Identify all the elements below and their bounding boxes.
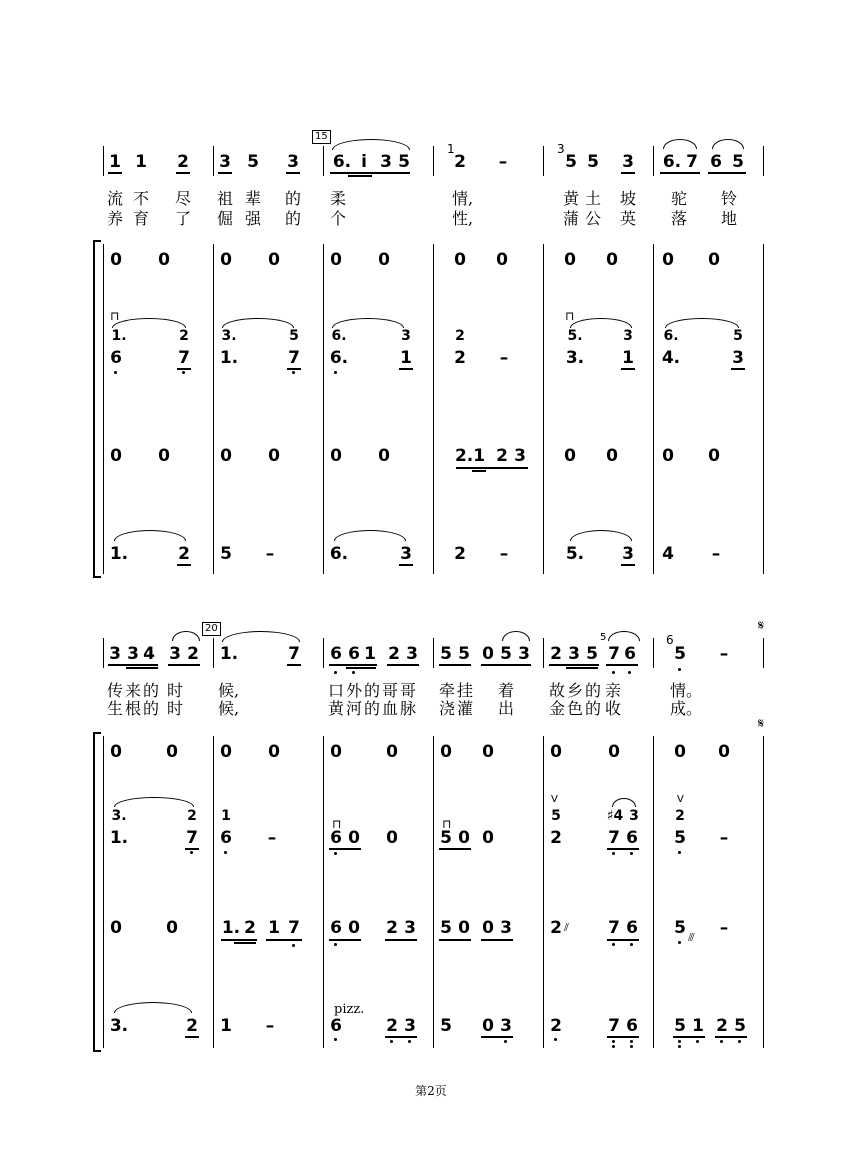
part2-upper-note: 3 <box>623 328 633 344</box>
part4-note: 3. <box>109 1016 129 1036</box>
part4-note: 2 <box>178 544 190 564</box>
part3-note: 2.1 <box>454 446 486 466</box>
staff-bracket <box>93 240 101 578</box>
lyric: 乡 <box>566 681 583 700</box>
melody-note: 3 <box>518 644 530 664</box>
lyric: 候, <box>218 681 240 700</box>
part1-note: 0 <box>220 742 232 762</box>
lyric: 流 <box>106 189 123 208</box>
part3-note: 0 <box>268 446 280 466</box>
part3-note: 0 <box>330 446 342 466</box>
part3-note: 2 <box>496 446 508 466</box>
part2-upper-note: 1 <box>221 808 231 824</box>
melody-note: 5 <box>732 152 744 172</box>
lyric: 育 <box>132 209 149 228</box>
lyric: 故 <box>548 681 565 700</box>
part2-note: 7 <box>608 828 620 848</box>
part2-note: 6 <box>330 828 342 848</box>
melody-note: 6 <box>710 152 722 172</box>
lyric: 黄 <box>327 699 344 718</box>
part4-note: 3 <box>400 544 412 564</box>
part4-note: 5. <box>565 544 585 564</box>
lyric: 的 <box>584 699 601 718</box>
part4-note: 7 <box>608 1016 620 1036</box>
melody-note: 5 <box>458 644 470 664</box>
lyric: 土 <box>584 189 601 208</box>
lyric: 蒲 <box>562 209 579 228</box>
part3-note: 0 <box>220 446 232 466</box>
part4-note: 2 <box>454 544 466 564</box>
melody-note: 3 <box>406 644 418 664</box>
part4-note: 3 <box>500 1016 512 1036</box>
part2-upper-note: 3 <box>629 808 639 824</box>
part3-note: 0 <box>110 918 122 938</box>
lyric: 的 <box>584 681 601 700</box>
lyric: 的 <box>142 699 159 718</box>
lyric: 口 <box>327 681 344 700</box>
melody-note: 7 <box>686 152 698 172</box>
staff-bracket <box>93 732 101 1052</box>
lyric: 地 <box>720 209 737 228</box>
part4-note: 5 <box>440 1016 452 1036</box>
lyric: 情。 <box>670 681 703 700</box>
lyric: 英 <box>619 209 636 228</box>
lyric: 根 <box>124 699 141 718</box>
part4-note: 2 <box>716 1016 728 1036</box>
part1-note: 0 <box>564 250 576 270</box>
part3-note: 2 <box>244 918 256 938</box>
part2-note: 0 <box>386 828 398 848</box>
lyric: 落 <box>670 209 687 228</box>
part3-note: 3 <box>500 918 512 938</box>
part2-upper-note: 6. <box>331 328 347 344</box>
lyric: 色 <box>566 699 583 718</box>
part2-upper-note: 5 <box>289 328 299 344</box>
part2-note: 1 <box>622 348 634 368</box>
lyric: 亲 <box>604 681 621 700</box>
part1-note: 0 <box>440 742 452 762</box>
part4-note: – <box>265 544 275 564</box>
part1-note: 0 <box>158 250 170 270</box>
part2-upper-note: 2 <box>675 808 685 824</box>
melody-note: 6 <box>330 644 342 664</box>
lyric: 着 <box>497 681 514 700</box>
melody-note: 2 <box>550 644 562 664</box>
melody-note: 5 <box>440 644 452 664</box>
lyric: 成。 <box>670 699 703 718</box>
lyric: 牵 <box>438 681 455 700</box>
part4-note: 4 <box>662 544 674 564</box>
lyric: 铃 <box>720 189 737 208</box>
part3-note: 0 <box>662 446 674 466</box>
lyric: 哥 <box>381 681 398 700</box>
part3-note: 0 <box>708 446 720 466</box>
lyric: 河 <box>345 699 362 718</box>
lyric: 尽 <box>174 189 191 208</box>
part3-note: 7 <box>288 918 300 938</box>
part3-note: 7 <box>608 918 620 938</box>
part4-note: – <box>265 1016 275 1036</box>
melody-note: 7 <box>608 644 620 664</box>
part1-note: 0 <box>330 742 342 762</box>
part1-note: 0 <box>268 250 280 270</box>
melody-note: 3 <box>127 644 139 664</box>
melody-note: 3 <box>169 644 181 664</box>
part1-note: 0 <box>708 250 720 270</box>
melody-note: 6 <box>624 644 636 664</box>
part4-note: 0 <box>482 1016 494 1036</box>
part4-note: 2 <box>186 1016 198 1036</box>
part3-note: 6 <box>626 918 638 938</box>
lyric: 个 <box>329 209 346 228</box>
segno-mark: 𝄋 <box>758 618 765 634</box>
melody-note: 5 <box>674 644 686 664</box>
part1-note: 0 <box>608 742 620 762</box>
lyric: 金 <box>548 699 565 718</box>
lyric: 了 <box>174 209 191 228</box>
part1-note: 0 <box>454 250 466 270</box>
melody-note: 1. <box>219 644 239 664</box>
part4-note: – <box>499 544 509 564</box>
part3-note: 0 <box>378 446 390 466</box>
melody-note: 6. <box>662 152 682 172</box>
part2-note: 4. <box>661 348 681 368</box>
part4-note: 1. <box>109 544 129 564</box>
lyric: 浇 <box>438 699 455 718</box>
part2-upper-note: 2 <box>187 808 197 824</box>
lyric: 来 <box>124 681 141 700</box>
part3-note: 0 <box>482 918 494 938</box>
part2-upper-note: 5 <box>733 328 743 344</box>
lyric: 哥 <box>399 681 416 700</box>
melody-note: 2 <box>388 644 400 664</box>
part4-note: 5 <box>734 1016 746 1036</box>
part4-note: 3 <box>404 1016 416 1036</box>
part3-note: 5 <box>440 918 452 938</box>
melody-note: 1 <box>109 152 121 172</box>
melody-note: 1 <box>364 644 376 664</box>
lyric: 辈 <box>244 189 261 208</box>
segno-mark: 𝄋 <box>758 716 765 732</box>
part2-note: 2 <box>454 348 466 368</box>
part2-upper-note: 2 <box>179 328 189 344</box>
part4-note: 1 <box>692 1016 704 1036</box>
melody-note: 6. <box>332 152 352 172</box>
part4-note: 5 <box>220 544 232 564</box>
part3-note: – <box>719 918 729 938</box>
part1-note: 0 <box>166 742 178 762</box>
part1-note: 0 <box>220 250 232 270</box>
melody-note: 3 <box>219 152 231 172</box>
lyric: 传 <box>106 681 123 700</box>
lyric: 时 <box>166 699 183 718</box>
melody-note: 5 <box>500 644 512 664</box>
melody-note: 6 <box>348 644 360 664</box>
part2-upper-note: 3 <box>401 328 411 344</box>
part2-note: 7 <box>178 348 190 368</box>
melody-note: 5 <box>586 644 598 664</box>
page-number: 第2页 <box>415 1084 447 1098</box>
part2-upper-note: 6. <box>663 328 679 344</box>
part3-note: 5 <box>674 918 686 938</box>
melody-note: 2 <box>454 152 466 172</box>
lyric: 的 <box>284 189 301 208</box>
part1-note: 0 <box>550 742 562 762</box>
lyric: 的 <box>363 681 380 700</box>
part1-note: 0 <box>268 742 280 762</box>
lyric: 灌 <box>456 699 473 718</box>
lyric: 祖 <box>216 189 233 208</box>
part2-note: 7 <box>288 348 300 368</box>
melody-note: 4 <box>143 644 155 664</box>
part2-note: 3. <box>565 348 585 368</box>
part3-note: 6 <box>330 918 342 938</box>
part1-note: 0 <box>386 742 398 762</box>
pizz-marking: pizz. <box>334 1002 365 1017</box>
part3-note: 1 <box>268 918 280 938</box>
part3-note: 0 <box>606 446 618 466</box>
part4-note: 2 <box>550 1016 562 1036</box>
part3-note: 3 <box>404 918 416 938</box>
part3-note: 2 <box>550 918 562 938</box>
measure-number-15: 15 <box>312 130 331 144</box>
part3-note: 1. <box>221 918 241 938</box>
part4-note: 1 <box>220 1016 232 1036</box>
part1-note: 0 <box>482 742 494 762</box>
part3-note: 0 <box>348 918 360 938</box>
part1-note: 0 <box>496 250 508 270</box>
part2-note: 0 <box>458 828 470 848</box>
lyric: 公 <box>584 209 601 228</box>
part4-note: 2 <box>386 1016 398 1036</box>
lyric: 柔 <box>329 189 346 208</box>
part2-note: 6. <box>329 348 349 368</box>
part4-note: 6 <box>330 1016 342 1036</box>
part2-note: 6 <box>626 828 638 848</box>
melody-note: 5 <box>587 152 599 172</box>
part1-note: 0 <box>662 250 674 270</box>
lyric: 倔 <box>216 209 233 228</box>
melody-note: 5 <box>247 152 259 172</box>
part2-note: 7 <box>186 828 198 848</box>
lyric: 强 <box>244 209 261 228</box>
part4-note: – <box>711 544 721 564</box>
melody-note: 3 <box>622 152 634 172</box>
part2-note: 0 <box>348 828 360 848</box>
lyric: 脉 <box>399 699 416 718</box>
melody-note: 0 <box>482 644 494 664</box>
part2-note: 6 <box>110 348 122 368</box>
part2-note: 1 <box>400 348 412 368</box>
part2-note: 3 <box>732 348 744 368</box>
melody-note: 2 <box>177 152 189 172</box>
melody-note: 3 <box>287 152 299 172</box>
part1-note: 0 <box>110 742 122 762</box>
part2-note: 6 <box>220 828 232 848</box>
melody-note: i <box>361 152 367 172</box>
lyric: 不 <box>132 189 149 208</box>
part2-upper-note: 1. <box>111 328 127 344</box>
part2-note: – <box>719 828 729 848</box>
part2-note: 1. <box>109 828 129 848</box>
melody-note: 1 <box>135 152 147 172</box>
part3-note: 0 <box>458 918 470 938</box>
measure-number-20: 20 <box>202 622 221 636</box>
melody-note: 5 <box>398 152 410 172</box>
part2-upper-note: 5. <box>567 328 583 344</box>
lyric: 的 <box>363 699 380 718</box>
part4-note: 6. <box>329 544 349 564</box>
part2-upper-note: 3. <box>111 808 127 824</box>
score-page: 15 1 1 2 3 5 3 6. i 3 5 1 2 – 3 5 5 3 6. 7 6 5 流 不 尽 祖 辈 的 柔 情, 黄 土 坡 驼 铃 养 育 了 倔 强 的 个 性, 蒲 公 英 落 地 0 0 0 0 0 0 0 0 0 0 0 0 ⊓ 1. 2 3. 5 6. 3 2 ⊓ 5. 3 6. 5 6 7 1. 7 6. 1 2 – 3. 1 4. 3 0 0 0 0 0 0 2.1 2 3 0 0 0 0 1. 2 5 – 6. 3 2 – 5. 3 4 – 20 𝄋 𝄋 3 3 4 3 2 1. 7 6 6 1 2 3 5 5 0 5 3 2 3 5 7 6 5 6 5 – 传 来 的 时 候, 口 外 的 哥 哥 牵 挂 着 故 乡 的 亲 情。 生 根 的 时 候, 黄 河 的 血 脉 浇 灌 出 金 色 的 收 成。 0 0 0 0 0 0 0 0 0 0 0 0 3. 2 1 ⊓ ⊓ V 5 ♯4 3 V 2 1. 7 6 – 6 0 0 5 0 0 2 7 6 5 – 0 0 1. 2 1 7 6 0 2 3 5 0 0 3 2 ⫽ 7 6 5 ⫻ – pizz. 3. 2 1 – 6 2 3 5 0 3 2 7 6 5 1 2 5 第2页 <box>0 0 862 1156</box>
melody-note: – <box>719 644 729 664</box>
part1-note: 0 <box>606 250 618 270</box>
part4-note: 6 <box>626 1016 638 1036</box>
part1-note: 0 <box>674 742 686 762</box>
lyric: 生 <box>106 699 123 718</box>
part4-note: 5 <box>674 1016 686 1036</box>
part2-upper-note: 5 <box>551 808 561 824</box>
lyric: 时 <box>166 681 183 700</box>
part2-upper-note: 2 <box>455 328 465 344</box>
lyric: 养 <box>106 209 123 228</box>
part1-note: 0 <box>330 250 342 270</box>
lyric: 候, <box>218 699 240 718</box>
melody-note: 7 <box>288 644 300 664</box>
melody-note: – <box>498 152 508 172</box>
lyric: 性, <box>452 209 474 228</box>
part2-note: 5 <box>674 828 686 848</box>
part2-note: 1. <box>219 348 239 368</box>
part3-note: 3 <box>514 446 526 466</box>
lyric: 挂 <box>456 681 473 700</box>
melody-note: 5 <box>565 152 577 172</box>
part1-note: 0 <box>378 250 390 270</box>
part3-note: 0 <box>158 446 170 466</box>
part3-note: 2 <box>386 918 398 938</box>
lyric: 血 <box>381 699 398 718</box>
part2-note: 5 <box>440 828 452 848</box>
part2-note: – <box>267 828 277 848</box>
part2-note: 2 <box>550 828 562 848</box>
part1-note: 0 <box>110 250 122 270</box>
lyric: 的 <box>284 209 301 228</box>
part2-upper-note: ♯4 <box>606 808 624 824</box>
lyric: 情, <box>452 189 474 208</box>
lyric: 黄 <box>562 189 579 208</box>
part2-note: – <box>499 348 509 368</box>
melody-note: 2 <box>187 644 199 664</box>
lyric: 外 <box>345 681 362 700</box>
lyric: 出 <box>497 699 514 718</box>
part2-upper-note: 3. <box>221 328 237 344</box>
part3-note: 0 <box>110 446 122 466</box>
lyric: 坡 <box>619 189 636 208</box>
lyric: 的 <box>142 681 159 700</box>
lyric: 收 <box>604 699 621 718</box>
part3-note: 0 <box>564 446 576 466</box>
part2-note: 0 <box>482 828 494 848</box>
part3-note: 0 <box>166 918 178 938</box>
melody-note: 3 <box>380 152 392 172</box>
part4-note: 3 <box>622 544 634 564</box>
lyric: 驼 <box>670 189 687 208</box>
melody-note: 3 <box>568 644 580 664</box>
part1-note: 0 <box>718 742 730 762</box>
melody-note: 3 <box>109 644 121 664</box>
